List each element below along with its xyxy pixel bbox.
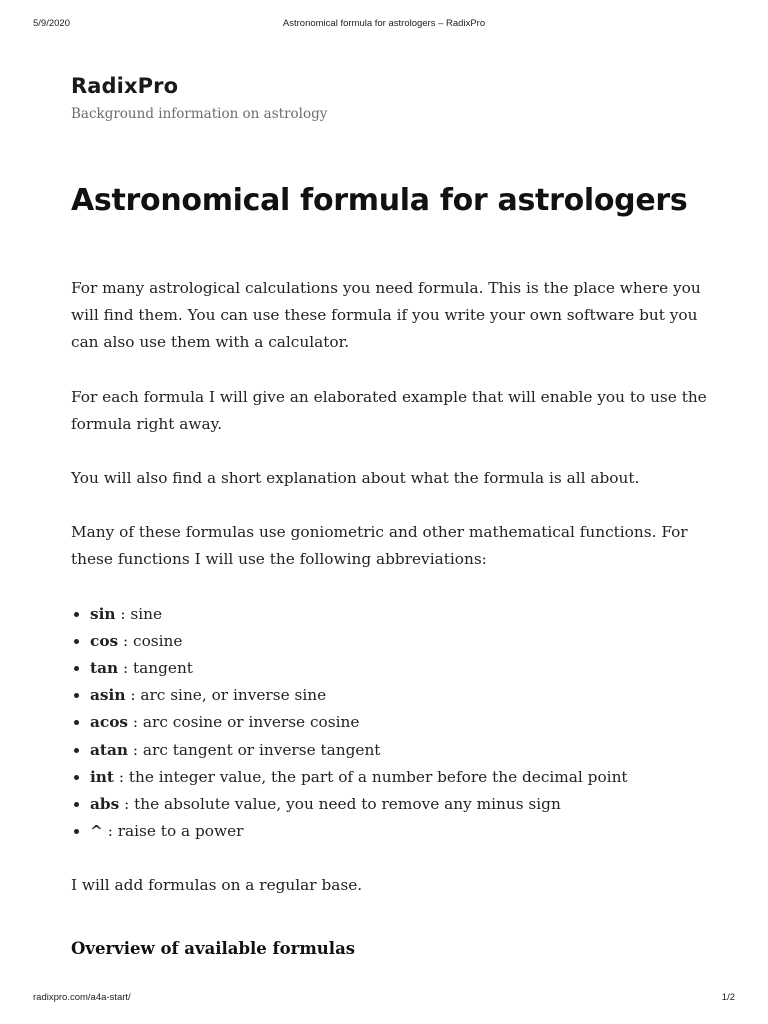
abbreviation-term: acos	[90, 713, 129, 732]
article-body	[71, 275, 711, 962]
paragraph-closing: I will add formulas on a regular base.	[71, 876, 363, 895]
section-heading: Overview of available formulas	[71, 938, 356, 958]
print-page-title: Astronomical formula for astrologers – RadixPro	[282, 18, 486, 29]
list-item	[90, 818, 711, 845]
list-item	[90, 737, 711, 764]
abbreviation-desc: : arc cosine or inverse cosine	[128, 713, 360, 732]
print-page-number: 1/2	[721, 992, 735, 1003]
abbreviation-list	[71, 601, 711, 846]
abbreviation-desc: : cosine	[118, 631, 183, 650]
print-date: 5/9/2020	[33, 18, 70, 29]
print-url: radixpro.com/a4a-start/	[33, 992, 131, 1003]
page-content	[71, 72, 711, 962]
list-item	[90, 601, 711, 628]
abbreviation-term: atan	[90, 740, 129, 759]
list-item	[90, 682, 711, 709]
abbreviation-desc: : the absolute value, you need to remove any minus sign	[119, 795, 561, 814]
abbreviation-desc: : the integer value, the part of a number before the decimal point	[114, 767, 628, 786]
list-item	[90, 791, 711, 818]
abbreviation-term: abs	[90, 795, 120, 814]
paragraph-explanation: You will also find a short explanation about what the formula is all about.	[71, 469, 640, 488]
paragraph-intro: For many astrological calculations you need formula. This is the place where you will find them. You can use these formula if you write your own software but you can also use them with a calculator.	[71, 279, 701, 352]
site-title[interactable]: RadixPro	[71, 74, 179, 98]
article-title: Astronomical formula for astrologers	[71, 183, 688, 218]
print-header	[33, 18, 735, 32]
abbreviation-term: tan	[90, 659, 119, 678]
site-description: Background information on astrology	[71, 106, 328, 122]
abbreviation-term: sin	[90, 604, 116, 623]
print-footer	[33, 992, 735, 1006]
abbreviation-term: asin	[90, 686, 126, 705]
list-item	[90, 655, 711, 682]
abbreviation-term: int	[90, 767, 114, 786]
abbreviation-desc: : arc sine, or inverse sine	[125, 686, 327, 705]
abbreviation-term: ^	[90, 822, 103, 841]
list-item	[90, 764, 711, 791]
paragraph-examples: For each formula I will give an elaborated example that will enable you to use the formula right away.	[71, 387, 707, 433]
paragraph-abbreviations-intro: Many of these formulas use goniometric and other mathematical functions. For these functions I will use the following abbreviations:	[71, 523, 688, 569]
list-item	[90, 709, 711, 736]
abbreviation-desc: : tangent	[118, 659, 193, 678]
abbreviation-desc: : raise to a power	[102, 822, 244, 841]
abbreviation-desc: : sine	[115, 604, 163, 623]
list-item	[90, 628, 711, 655]
abbreviation-term: cos	[90, 631, 119, 650]
abbreviation-desc: : arc tangent or inverse tangent	[128, 740, 381, 759]
